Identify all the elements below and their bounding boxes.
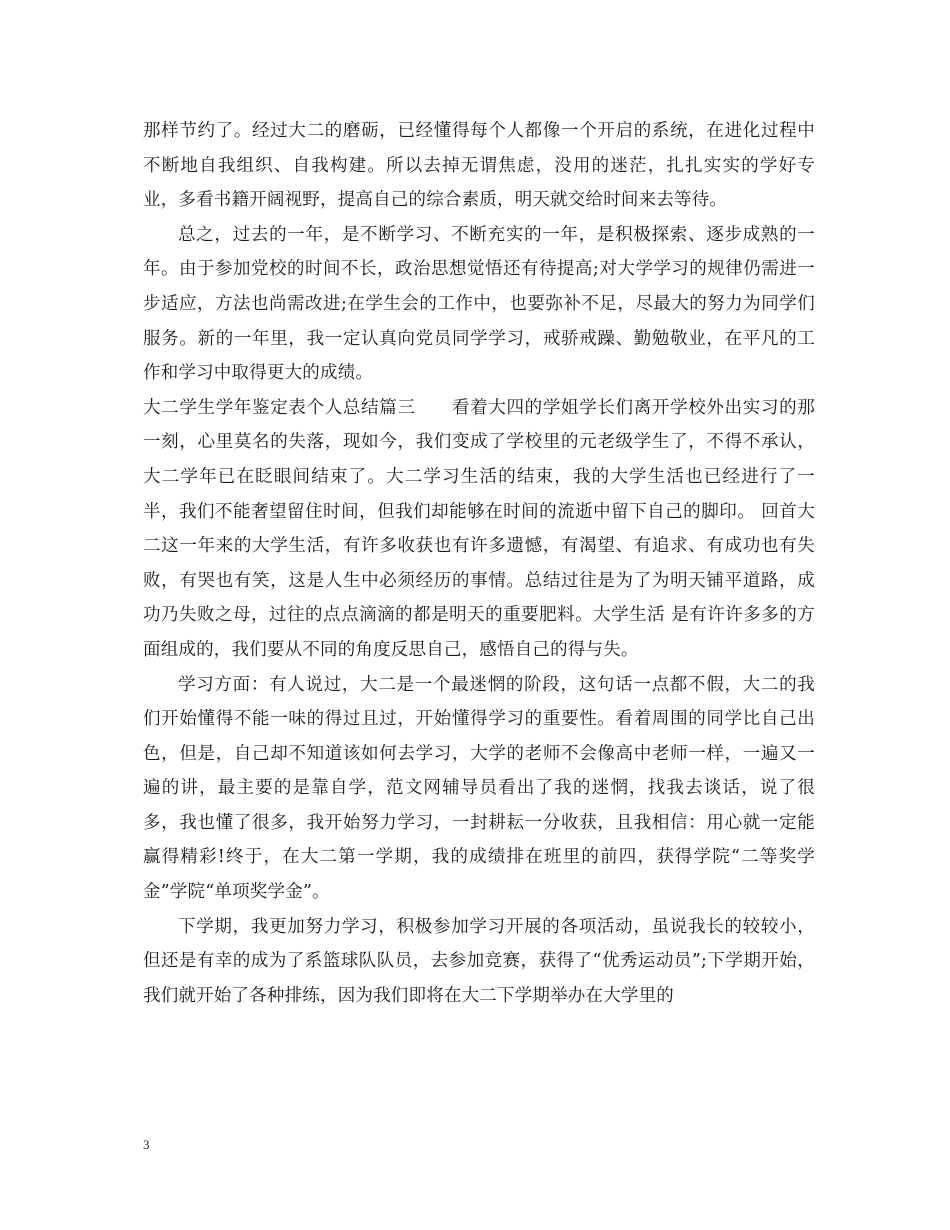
document-body [143,114,815,1013]
paragraph-4: 学习方面：有人说过，大二是一个最迷惘的阶段，这句话一点都不假，大二的我们开始懂得不能一味的得过且过，开始懂得学习的重要性。看着周围的同学比自己出色，但是，自己却不知道该如何去学习，大学的老师不会像高中老师一样，一遍又一遍的讲，最主要的是靠自学，范文网辅导员看出了我的迷惘，找我去谈话，说了很多，我也懂了很多，我开始努力学习，一封耕耘一分收获，且我相信：用心就一定能赢得精彩!终于，在大二第一学期，我的成绩排在班里的前四，获得学院“二等奖学金”学院“单项奖学金”。 [143,674,815,903]
page-number: 3 [143,1137,150,1152]
paragraph-2: 总之，过去的一年，是不断学习、不断充实的一年，是积极探索、逐步成熟的一年。由于参加党校的时间不长，政治思想觉悟还有待提高;对大学学习的规律仍需进一步适应，方法也尚需改进;在学生会的工作中，也要弥补不足，尽最大的努力为同学们服务。新的一年里，我一定认真向党员同学学习，戒骄戒躁、勤勉敬业，在平凡的工作和学习中取得更大的成绩。 [143,224,815,384]
paragraph-3: 大二学生学年鉴定表个人总结篇三 看着大四的学姐学长们离开学校外出实习的那一刻，心里莫名的失落，现如今，我们变成了学校里的元老级学生了，不得不承认，大二学年已在眨眼间结束了。大二学习生活的结束，我的大学生活也已经进行了一半，我们不能奢望留住时间，但我们却能够在时间的流逝中留下自己的脚印。 回首大二这一年来的大学生活，有许多收获也有许多遗憾，有渴望、有追求、有成功也有失败，有哭也有笑，这是人生中必须经历的事情。总结过往是为了为明天铺平道路，成功乃失败之母，过往的点点滴滴的都是明天的重要肥料。大学生活 是有许许多多的方面组成的，我们要从不同的角度反思自己，感悟自己的得与失。 [143,397,815,660]
paragraph-5: 下学期，我更加努力学习，积极参加学习开展的各项活动，虽说我长的较较小，但还是有幸的成为了系篮球队队员，去参加竞赛，获得了“优秀运动员”;下学期开始，我们就开始了各种排练，因为我们即将在大二下学期举办在大学里的 [143,916,815,1006]
paragraph-1: 那样节约了。经过大二的磨砺，已经懂得每个人都像一个开启的系统，在进化过程中不断地自我组织、自我构建。所以去掉无谓焦虑，没用的迷茫，扎扎实实的学好专业，多看书籍开阔视野，提高自己的综合素质，明天就交给时间来去等待。 [143,121,815,211]
